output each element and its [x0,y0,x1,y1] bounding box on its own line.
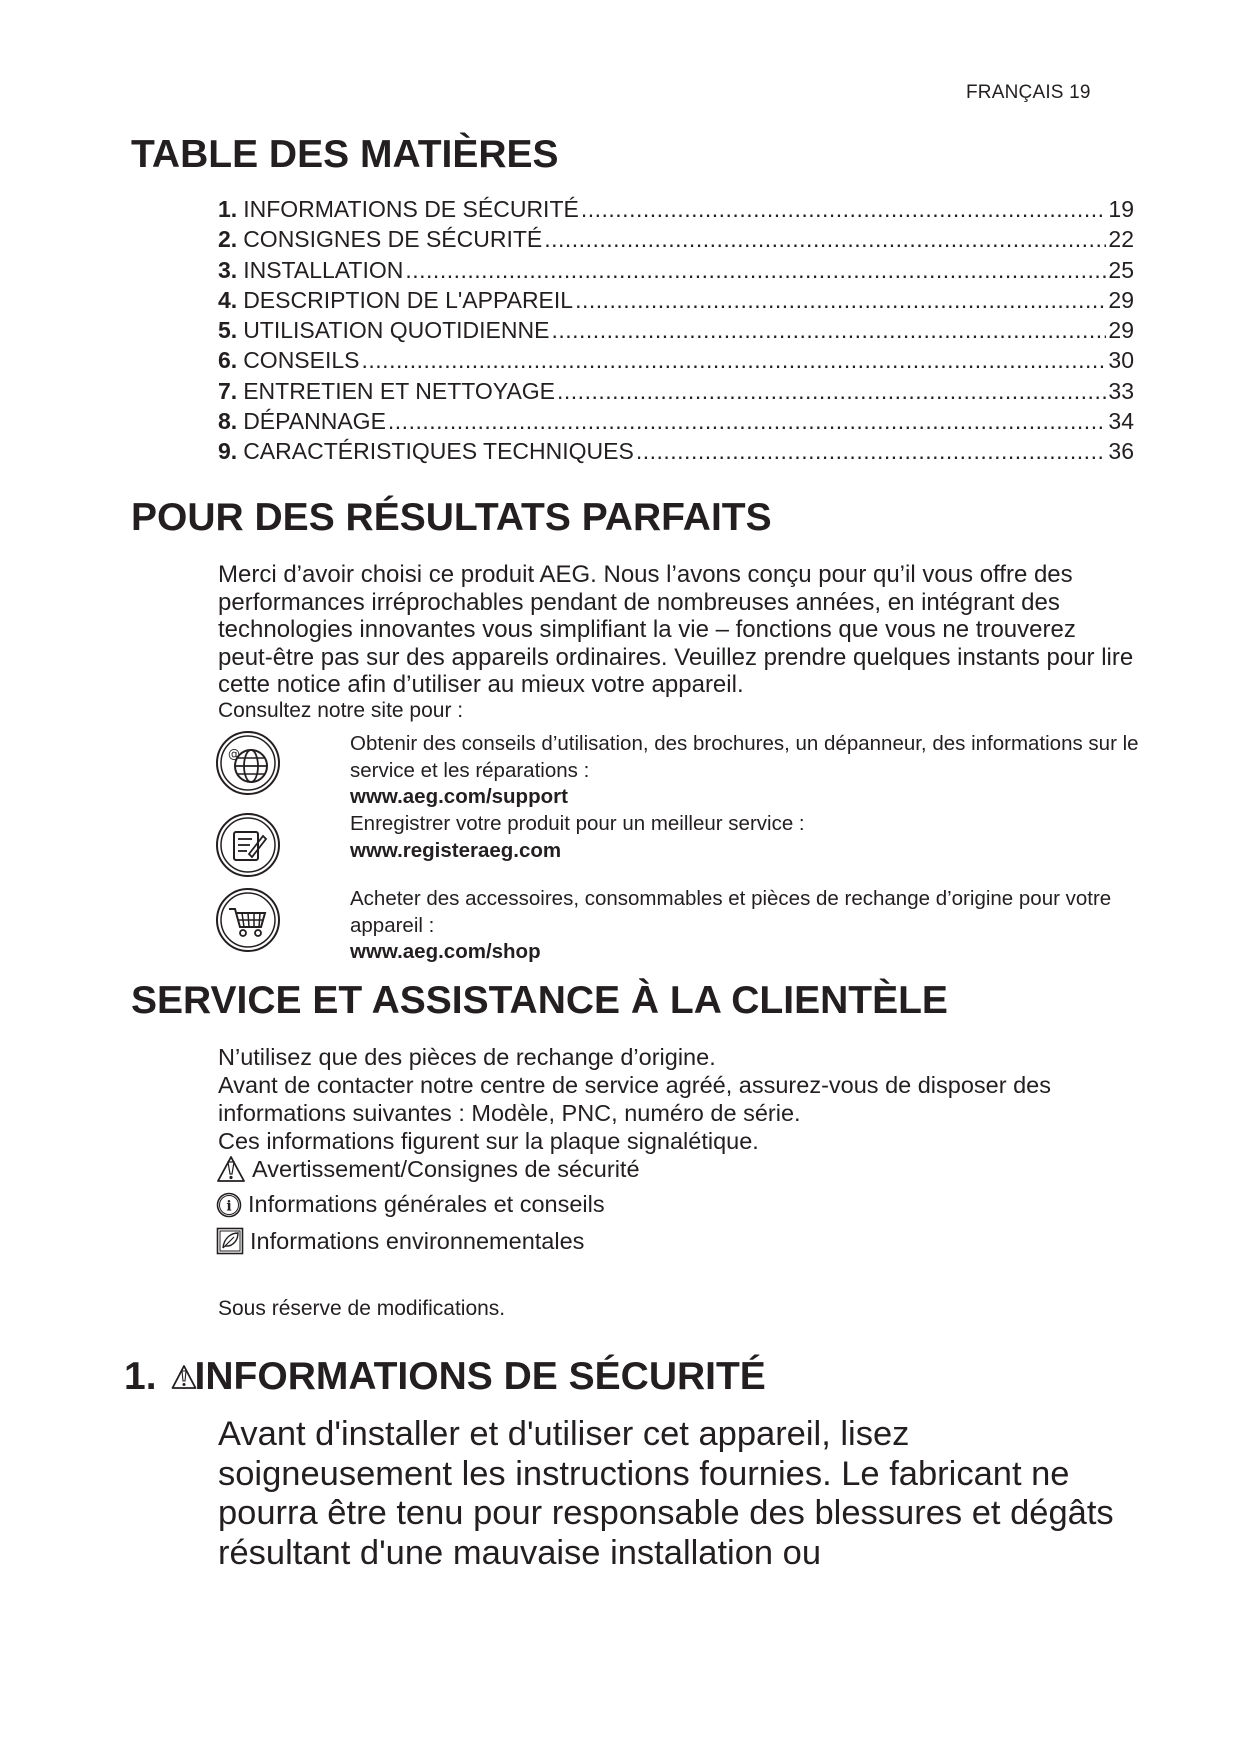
service-line: Avant de contacter notre centre de service agréé, assurez-vous de disposer des informations suivantes : Modèle, PNC, numéro de série. [218,1072,1051,1126]
web-item-register [350,811,1140,864]
toc-entry-page: 29 [1108,286,1134,313]
toc-entry[interactable] [218,226,1134,256]
toc-entry[interactable] [218,317,1134,347]
safety-section-title [124,1355,766,1399]
consult-label: Consultez notre site pour : [218,699,464,722]
toc-entry-label: CARACTÉRISTIQUES TECHNIQUES [243,438,634,465]
shopping-cart-icon [215,887,281,953]
toc-title: TABLE DES MATIÈRES [131,133,559,176]
toc-entry[interactable] [218,408,1134,438]
service-line: N’utilisez que des pièces de rechange d’origine. [218,1044,716,1070]
toc-entry[interactable] [218,257,1134,287]
service-line: Ces informations figurent sur la plaque signalétique. [218,1128,759,1154]
toc-entry-number: 8. [218,408,238,435]
toc-entry[interactable] [218,438,1134,468]
footnote: Sous réserve de modifications. [218,1297,506,1320]
toc-entry-label: INFORMATIONS DE SÉCURITÉ [243,196,579,222]
safety-body: Avant d'installer et d'utiliser cet appareil, lisez soigneusement les instructions fournies. Le fabricant ne pourra être tenu pour responsable des blessures et dégâts résultant d'une mauvaise installation ou [218,1415,1114,1572]
results-section-title: POUR DES RÉSULTATS PARFAITS [131,496,772,539]
legend-label: Informations environnementales [250,1227,585,1254]
toc-entry-page: 25 [1108,256,1134,283]
toc-entry-page: 19 [1108,196,1134,222]
toc-leader-dots [544,226,1106,253]
service-paragraph [218,1043,1134,1155]
toc-entry-number: 2. [218,226,238,253]
toc-entry-page: 30 [1108,347,1134,374]
toc-entry-number: 7. [218,377,238,404]
web-item-text: Enregistrer votre produit pour un meilleur service : [350,812,805,835]
toc-entry-page: 36 [1108,438,1134,465]
register-icon [215,812,281,878]
toc-entry[interactable] [218,196,1134,226]
page-header: FRANÇAIS 19 [966,82,1091,103]
legend-environment [216,1227,584,1255]
toc-leader-dots [575,287,1106,314]
toc-entry-label: UTILISATION QUOTIDIENNE [243,317,550,344]
leaf-icon [216,1227,244,1255]
shop-link[interactable]: www.aeg.com/shop [350,940,541,963]
safety-section-number: 1. [124,1355,157,1398]
web-item-support [350,731,1140,811]
toc-leader-dots [636,438,1107,465]
toc-entry-label: DÉPANNAGE [243,408,386,435]
toc-entry-page: 33 [1108,377,1134,404]
toc-leader-dots [388,408,1107,435]
table-of-contents [218,196,1134,469]
toc-entry-number: 4. [218,286,238,313]
toc-entry-label: ENTRETIEN ET NETTOYAGE [243,377,556,404]
toc-entry-number: 5. [218,317,238,344]
toc-entry-number: 3. [218,256,238,283]
toc-entry-page: 34 [1108,408,1134,435]
toc-leader-dots [551,317,1106,344]
toc-entry-page: 22 [1108,226,1134,253]
toc-entry-label: CONSEILS [243,347,360,374]
toc-entry-number: 9. [218,438,238,465]
toc-leader-dots [362,347,1107,374]
web-item-text: Acheter des accessoires, consommables et pièces de rechange d’origine pour votre appareil : [350,887,1112,937]
toc-entry-label: DESCRIPTION DE L'APPAREIL [243,286,574,313]
legend-label: Avertissement/Consignes de sécurité [252,1155,640,1182]
safety-section-label: INFORMATIONS DE SÉCURITÉ [194,1355,766,1398]
web-item-shop [350,886,1140,966]
toc-entry-label: CONSIGNES DE SÉCURITÉ [243,226,543,253]
toc-leader-dots [405,257,1106,284]
svg-text:i: i [226,1198,232,1214]
toc-entry-number: 6. [218,347,238,374]
svg-text:@: @ [228,747,240,761]
warning-icon [216,1155,246,1183]
globe-icon [215,730,281,796]
toc-leader-dots [581,196,1107,223]
info-icon [216,1192,242,1218]
toc-entry[interactable] [218,378,1134,408]
warning-icon [171,1364,197,1390]
legend-info [216,1191,605,1218]
intro-paragraph: Merci d’avoir choisi ce produit AEG. Nous l’avons conçu pour qu’il vous offre des performances irréprochables pendant de nombreuses années, en intégrant des technologies innovantes vous simplifiant la vie – fonctions que vous ne trouverez peut-être pas sur des appareils ordinaires. Veuillez prendre quelques instants pour lire cette notice afin d’utiliser au mieux votre appareil. [218,561,1134,698]
toc-entry-number: 1. [218,196,238,222]
support-link[interactable]: www.aeg.com/support [350,785,568,808]
toc-entry[interactable] [218,287,1134,317]
toc-entry[interactable] [218,347,1134,377]
toc-entry-label: INSTALLATION [243,256,404,283]
register-link[interactable]: www.registeraeg.com [350,838,562,862]
web-item-text: Obtenir des conseils d’utilisation, des brochures, un dépanneur, des informations sur le service et les réparations : [350,732,1139,782]
toc-entry-page: 29 [1108,317,1134,344]
legend-label: Informations générales et conseils [248,1191,605,1217]
toc-leader-dots [557,378,1106,405]
service-section-title: SERVICE ET ASSISTANCE À LA CLIENTÈLE [131,979,948,1022]
legend-warning [216,1155,640,1183]
